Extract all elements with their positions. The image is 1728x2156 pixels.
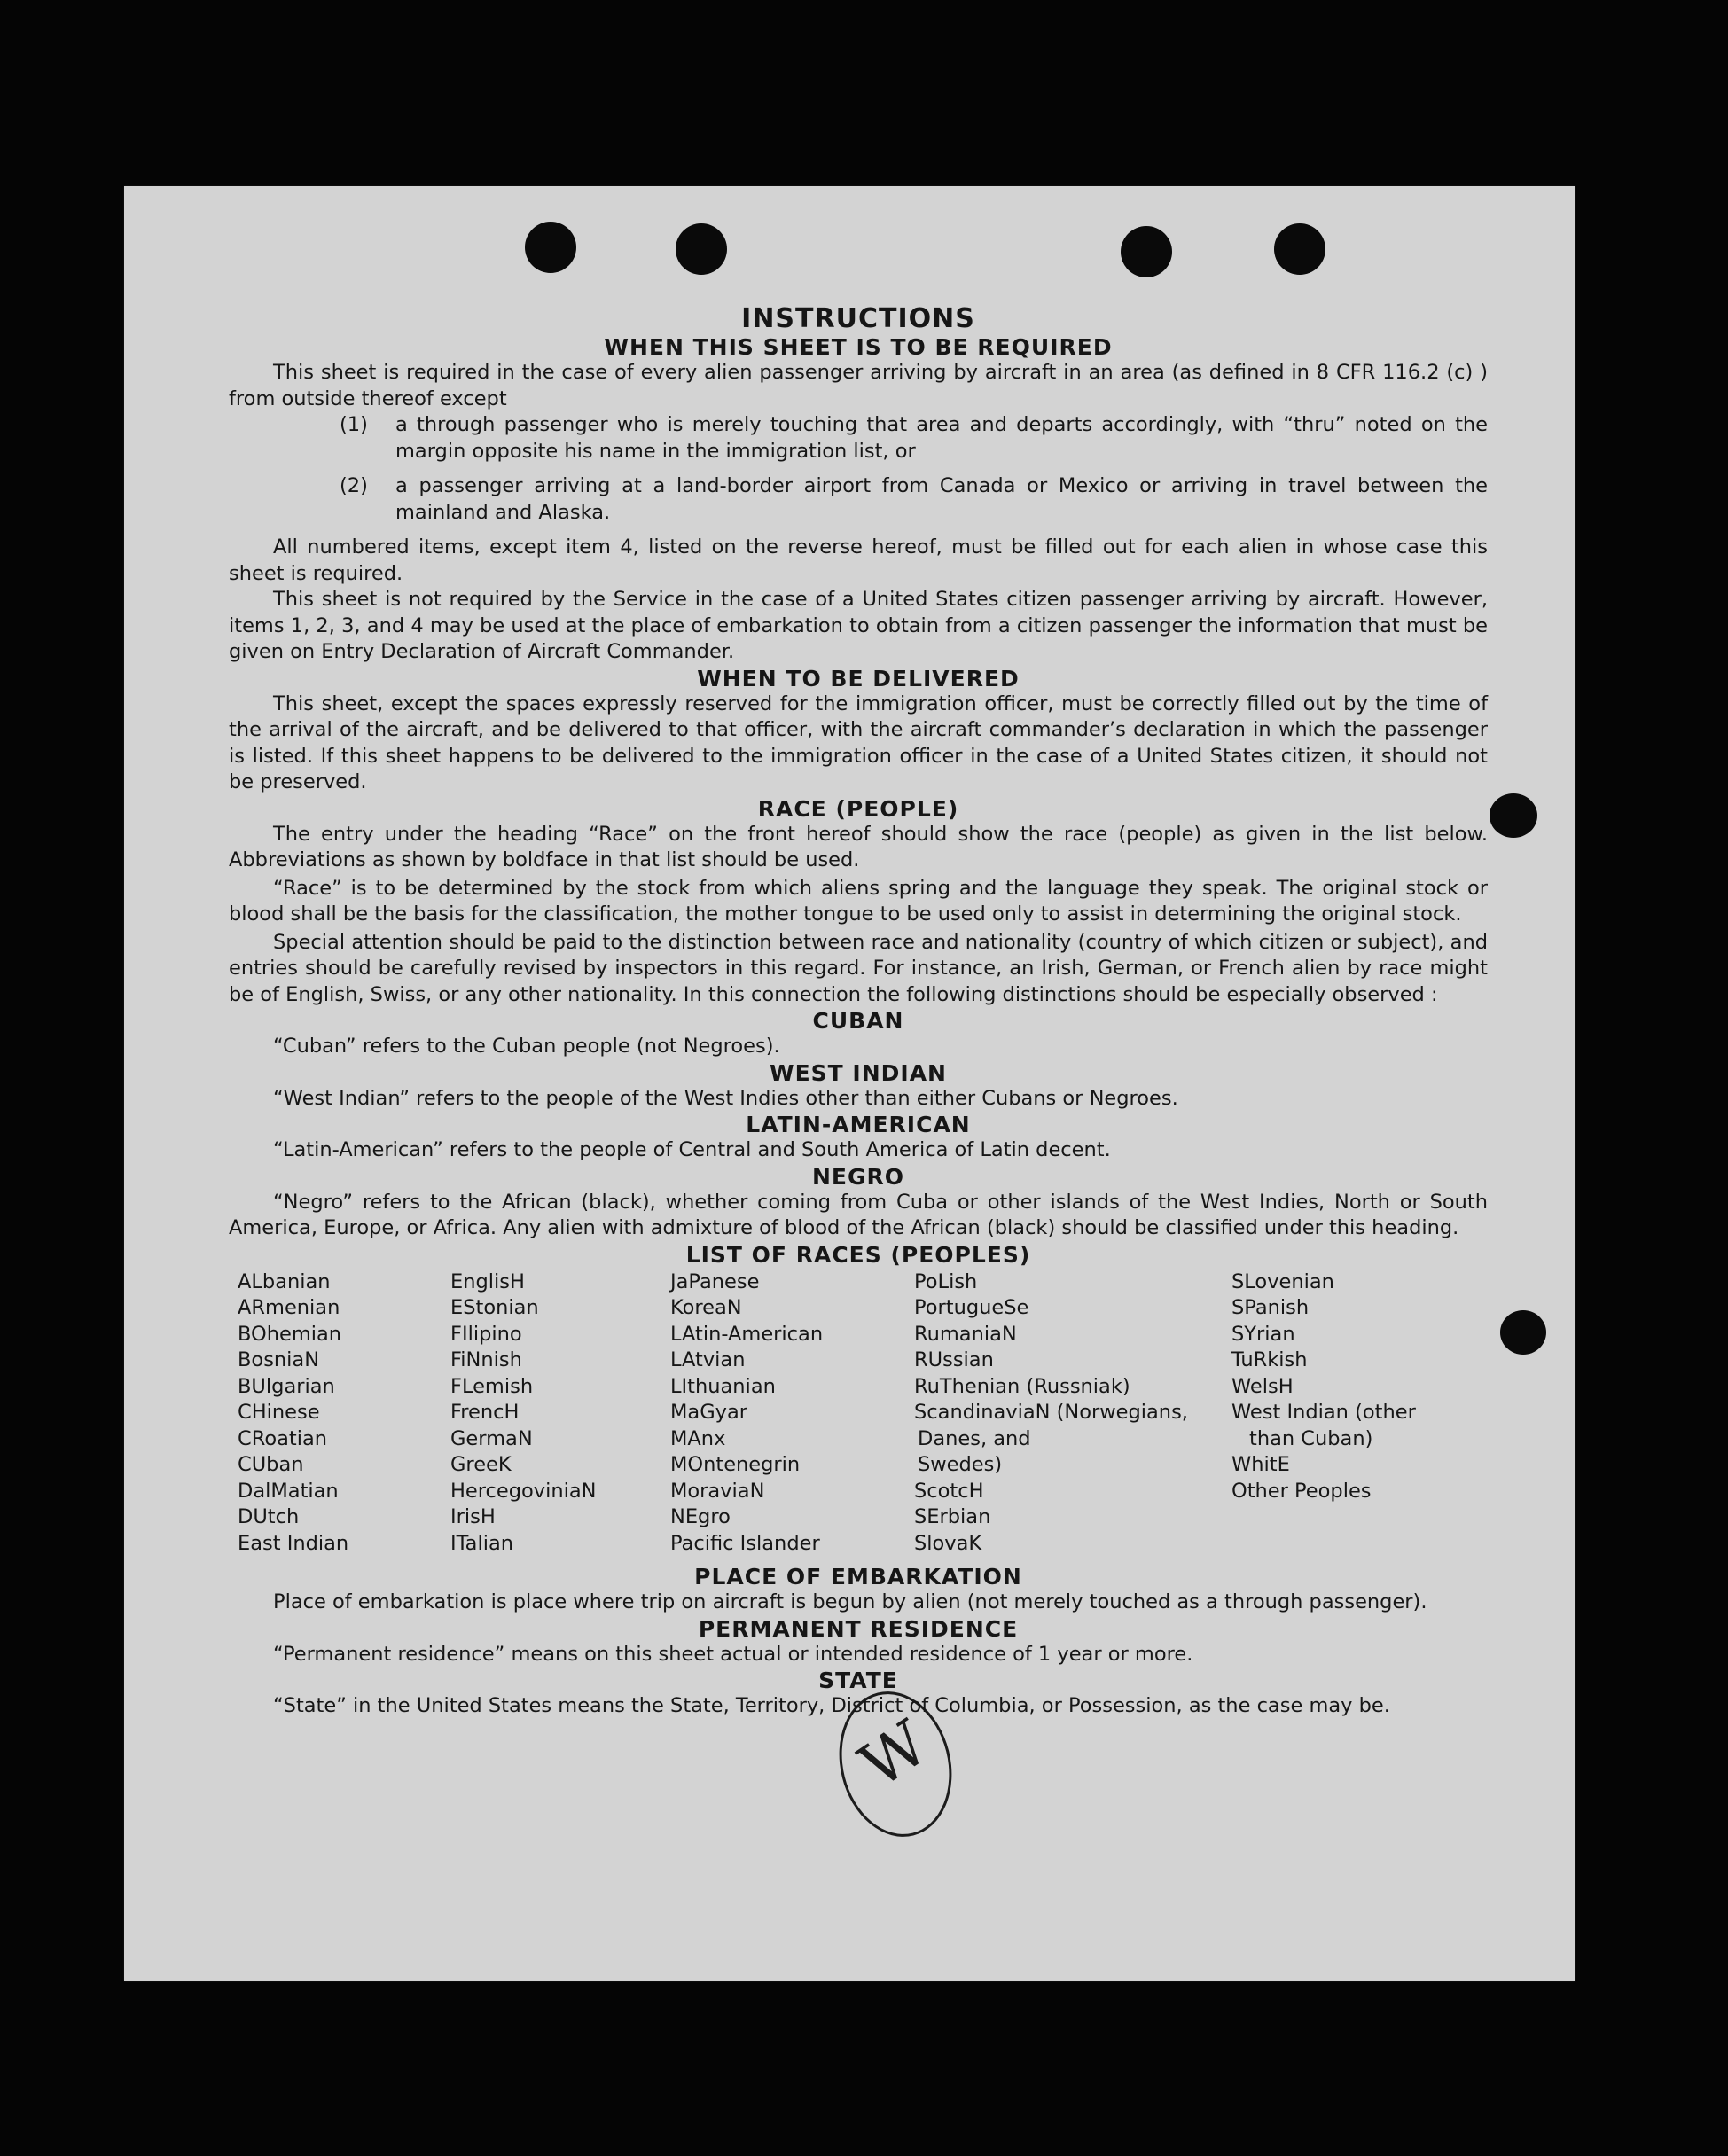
races-column [1231, 1269, 1453, 1558]
heading-west-indian: WEST INDIAN [770, 1059, 947, 1086]
heading-race: RACE (PEOPLE) [757, 795, 959, 822]
race-entry: Other Peoples [1231, 1479, 1372, 1503]
race-entry: FrencH [450, 1401, 520, 1424]
page-title: INSTRUCTIONS [741, 303, 975, 334]
race-entry: MOntenegrin [670, 1453, 801, 1476]
race-entry: ScandinaviaN (Norwegians, [914, 1401, 1188, 1424]
residence-text: “Permanent residence” means on this sheet actual or intended residence of 1 year or more. [273, 1642, 1193, 1666]
races-list [238, 1269, 1488, 1558]
race-entry: DalMatian [238, 1479, 339, 1503]
race-entry: MaGyar [670, 1401, 747, 1424]
race-entry: SYrian [1231, 1322, 1295, 1346]
race-entry: PortugueSe [914, 1296, 1029, 1319]
heading-permanent-residence: PERMANENT RESIDENCE [698, 1615, 1019, 1642]
heading-when-delivered: WHEN TO BE DELIVERED [697, 665, 1020, 691]
race-entry: ITalian [450, 1531, 513, 1555]
punch-hole [676, 223, 727, 275]
race-entry: IrisH [450, 1505, 496, 1528]
race-entry: Swedes) [918, 1453, 1003, 1476]
delivered-text: This sheet, except the spaces expressly reserved for the immigration officer, must be correctly filled out by the time of the arrival of the aircraft, and be delivered to that officer, with the aircraft commander’s declaration in which the passenger is listed. If this sheet happens to be delivered to the immigration officer in the case of a United States citizen, it should not be preserved. [229, 691, 1488, 793]
races-column [914, 1269, 1231, 1558]
race-entry: MoraviaN [670, 1479, 765, 1503]
west-indian-text: “West Indian” refers to the people of the West Indies other than either Cubans or Negroes. [273, 1086, 1178, 1110]
required-para-items: All numbered items, except item 4, listed on the reverse hereof, must be filled out for each alien in whose case this sheet is required. [229, 535, 1488, 585]
race-entry: GreeK [450, 1453, 512, 1476]
cuban-text: “Cuban” refers to the Cuban people (not Negroes). [273, 1035, 780, 1058]
punch-hole [1121, 226, 1172, 277]
heading-latin-american: LATIN-AMERICAN [746, 1112, 971, 1137]
embarkation-text: Place of embarkation is place where trip on aircraft is begun by alien (not merely touched as a through passenger). [273, 1590, 1427, 1613]
race-entry: EStonian [450, 1296, 539, 1319]
race-entry: DUtch [238, 1505, 300, 1528]
race-entry: FIlipino [450, 1322, 522, 1346]
race-entry: TuRkish [1231, 1348, 1308, 1371]
race-entry: BUlgarian [238, 1374, 335, 1398]
race-entry: KoreaN [670, 1296, 742, 1319]
race-entry: EnglisH [450, 1269, 525, 1293]
race-entry: ALbanian [238, 1269, 331, 1293]
heading-negro: NEGRO [811, 1163, 905, 1190]
race-entry: SPanish [1231, 1296, 1310, 1319]
race-entry: RumaniaN [914, 1322, 1017, 1346]
required-intro: This sheet is required in the case of every alien passenger arriving by aircraft in an area (as defined in 8 CFR 116.2 (c) ) from outside thereof except [229, 361, 1488, 410]
punch-hole [1500, 1310, 1546, 1355]
required-para-citizen: This sheet is not required by the Service in the case of a United States citizen passenger arriving by aircraft. However, items 1, 2, 3, and 4 may be used at the place of embarkation to obtain from a citizen passenger the information that must be given on Entry Declaration of Aircraft Commander. [229, 588, 1488, 663]
race-entry: WelsH [1231, 1374, 1294, 1398]
race-para-3: Special attention should be paid to the distinction between race and nationality (country of which citizen or subject), and entries should be carefully revised by inspectors in this regard. For instance, an Irish, German, or French alien by race might be of English, Swiss, or any other nationality. In this connection the following distinctions should be especially observed : [229, 930, 1488, 1006]
race-entry: ARmenian [238, 1296, 340, 1319]
race-entry: BosniaN [238, 1348, 320, 1371]
race-entry: ScotcH [914, 1479, 984, 1503]
heading-state: STATE [818, 1668, 898, 1693]
exception-number: (2) [340, 474, 368, 497]
latin-american-text: “Latin-American” refers to the people of Central and South America of Latin decent. [273, 1138, 1111, 1161]
punch-hole [1274, 223, 1325, 275]
race-entry: SLovenian [1231, 1269, 1334, 1293]
race-para-1: The entry under the heading “Race” on the front hereof should show the race (people) as given in the list below. Abbreviations as shown by boldface in that list should be used. [229, 822, 1488, 871]
race-entry: GermaN [450, 1426, 533, 1450]
races-column [450, 1269, 670, 1558]
race-entry: CUban [238, 1453, 304, 1476]
heading-cuban: CUBAN [812, 1008, 904, 1034]
race-entry: WhitE [1231, 1453, 1290, 1476]
heading-list-of-races: LIST OF RACES (PEOPLES) [685, 1241, 1031, 1268]
heading-when-required: WHEN THIS SHEET IS TO BE REQUIRED [604, 334, 1113, 360]
race-entry: CRoatian [238, 1426, 328, 1450]
race-entry: LAtvian [670, 1348, 746, 1371]
punch-hole [525, 222, 576, 273]
race-entry: West Indian (other [1231, 1401, 1416, 1424]
handwritten-mark: W [847, 1706, 942, 1803]
race-entry: HercegoviniaN [450, 1479, 597, 1503]
state-text: “State” in the United States means the State, Territory, District of Columbia, or Possession, as the case may be. [273, 1694, 1390, 1717]
race-entry: FLemish [450, 1374, 534, 1398]
races-column [238, 1269, 450, 1558]
race-entry: East Indian [238, 1531, 349, 1555]
race-entry: SlovaK [914, 1531, 982, 1555]
document-sheet [124, 186, 1575, 1981]
punch-hole [1490, 793, 1537, 838]
race-entry: NEgro [670, 1505, 731, 1528]
negro-text: “Negro” refers to the African (black), whether coming from Cuba or other islands of the West Indies, North or South America, Europe, or Africa. Any alien with admixture of blood of the African (black) should be classified under this heading. [229, 1190, 1488, 1239]
race-entry: SErbian [914, 1505, 991, 1528]
heading-place-of-embarkation: PLACE OF EMBARKATION [694, 1564, 1022, 1590]
race-entry: RuThenian (Russniak) [914, 1374, 1130, 1398]
race-entry: JaPanese [670, 1269, 760, 1293]
instructions-body [229, 303, 1488, 1720]
race-entry: FiNnish [450, 1348, 522, 1371]
race-entry: Danes, and [918, 1426, 1031, 1450]
race-para-2: “Race” is to be determined by the stock from which aliens spring and the language they speak. The original stock or blood shall be the basis for the classification, the mother tongue to be used only to assist in determining the original stock. [229, 876, 1488, 926]
race-entry: LAtin-American [670, 1322, 824, 1346]
race-entry: PoLish [914, 1269, 978, 1293]
exception-item [229, 412, 1488, 465]
race-entry: MAnx [670, 1426, 726, 1450]
race-entry: CHinese [238, 1401, 320, 1424]
exception-text: a through passenger who is merely touching that area and departs accordingly, with “thru” noted on the margin opposite his name in the immigration list, or [395, 413, 1488, 463]
race-entry: BOhemian [238, 1322, 342, 1346]
race-entry: Pacific Islander [670, 1531, 820, 1555]
race-entry: than Cuban) [1249, 1426, 1373, 1450]
exception-text: a passenger arriving at a land-border airport from Canada or Mexico or arriving in travel between the mainland and Alaska. [395, 474, 1488, 524]
exception-item [229, 473, 1488, 526]
exception-number: (1) [340, 413, 368, 436]
race-entry: LIthuanian [670, 1374, 776, 1398]
races-column [670, 1269, 914, 1558]
race-entry: RUssian [914, 1348, 994, 1371]
